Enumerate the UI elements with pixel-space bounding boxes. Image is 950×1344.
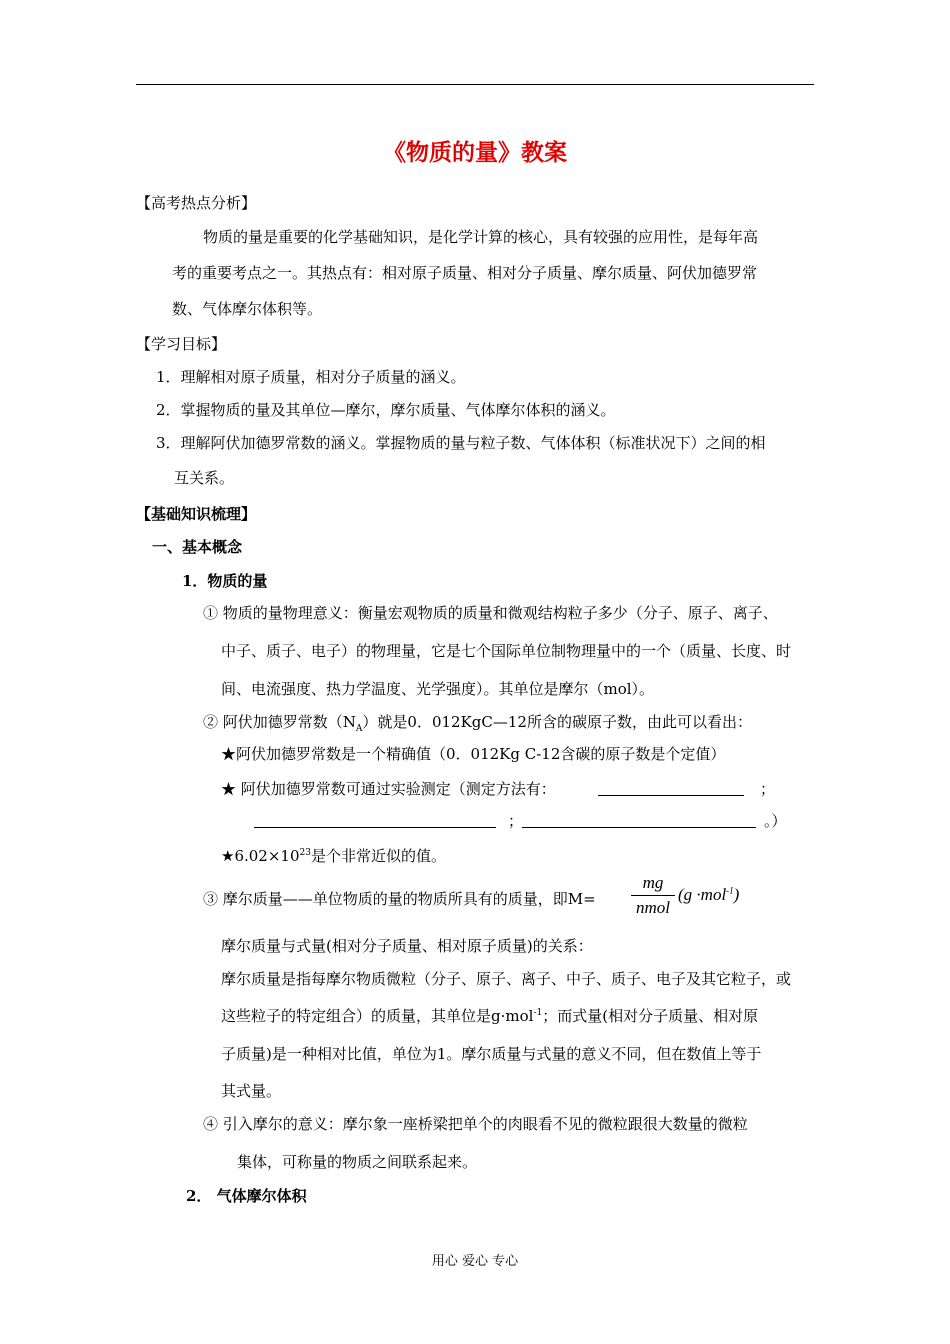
goal-item: 3．理解阿伏加德罗常数的涵义。掌握物质的量与粒子数、气体体积（标准状况下）之间的相 [156,434,766,452]
fill-in-blank [598,795,744,796]
paragraph-line: 数、气体摩尔体积等。 [172,300,323,318]
heading-basics: 【基础知识梳理】 [136,505,257,523]
paragraph-line: 集体，可称量的物质之间联系起来。 [237,1153,478,1171]
molar-mass-unit [678,885,739,905]
closing-text: 。） [764,812,787,830]
fraction-numerator: mg [642,873,664,892]
fill-in-blank [522,827,756,828]
separator: ； [760,780,776,798]
goal-item: 2．掌握物质的量及其单位—摩尔，摩尔质量、气体摩尔体积的涵义。 [156,401,616,419]
avogadro-line [203,711,752,734]
separator: ； [508,812,524,830]
star-note-measurement: ★ 阿伏加德罗常数可通过实验测定（测定方法有： [221,780,556,798]
star3-text: ★6.02×10 [221,847,300,865]
document-title: 《物质的量》教案 [383,139,567,166]
paragraph-line: ① 物质的量物理意义：衡量宏观物质的质量和微观结构粒子多少（分子、原子、离子、 [203,604,778,622]
fraction-denominator: nmol [636,898,670,917]
paragraph-line: 间、电流强度、热力学温度、光学强度）。其单位是摩尔（mol）。 [221,680,655,698]
unit-text: (g ·mol [678,885,727,904]
star-note: ★阿伏加德罗常数是一个精确值（0．012Kg C-12含碳的原子数是个定值） [221,745,726,763]
subscript-a: A [355,724,363,734]
paragraph-line: 其式量。 [221,1082,282,1100]
paragraph-line: 摩尔质量与式量(相对分子质量、相对原子质量)的关系： [221,937,593,955]
header-rule [136,84,814,85]
subheading-gas-molar-volume: 2． 气体摩尔体积 [186,1187,307,1205]
avogadro-text: ② 阿伏加德罗常数（N [203,713,356,731]
unit-exponent: -1 [533,1008,543,1018]
goal-item: 1．理解相对原子质量，相对分子质量的涵义。 [156,368,466,386]
paragraph-line [221,1005,758,1026]
star-note-approximation [221,845,446,866]
exponent: 23 [299,848,311,858]
star3-text-rest: 是个非常近似的值。 [310,847,446,865]
subheading-amount-of-substance: 1．物质的量 [182,572,268,590]
paragraph-line: 物质的量是重要的化学基础知识，是化学计算的核心，具有较强的应用性，是每年高 [203,228,759,246]
molar-mass-fraction [631,872,675,919]
part-heading: 一、基本概念 [152,538,243,556]
paragraph-line: 中子、质子、电子）的物理量，它是七个国际单位制物理量中的一个（质量、长度、时 [221,642,792,660]
unit-exponent: -1 [726,885,734,896]
heading-hot-topics: 【高考热点分析】 [136,194,257,212]
paragraph-line: ④ 引入摩尔的意义：摩尔象一座桥梁把单个的肉眼看不见的微粒跟很大数量的微粒 [203,1115,748,1133]
line-text-rest: ；而式量(相对分子质量、相对原 [542,1007,759,1025]
avogadro-text-rest: ）就是0．012KgC—12所含的碳原子数，由此可以看出： [362,713,752,731]
line-text: 这些粒子的特定组合）的质量，其单位是g·mol [221,1007,534,1025]
unit-close: ) [733,885,740,904]
fraction-bar [631,895,675,896]
molar-mass-line: ③ 摩尔质量——单位物质的量的物质所具有的质量，即M= [203,890,596,908]
paragraph-line: 子质量)是一种相对比值，单位为1。摩尔质量与式量的意义不同，但在数值上等于 [221,1045,762,1063]
goal-item-continued: 互关系。 [174,469,235,487]
paragraph-line: 考的重要考点之一。其热点有：相对原子质量、相对分子质量、摩尔质量、阿伏加德罗常 [172,264,758,282]
page-footer: 用心 爱心 专心 [431,1254,519,1269]
paragraph-line: 摩尔质量是指每摩尔物质微粒（分子、原子、离子、中子、质子、电子及其它粒子，或 [221,970,792,988]
fill-in-blank [254,827,496,828]
heading-learning-goals: 【学习目标】 [136,335,227,353]
